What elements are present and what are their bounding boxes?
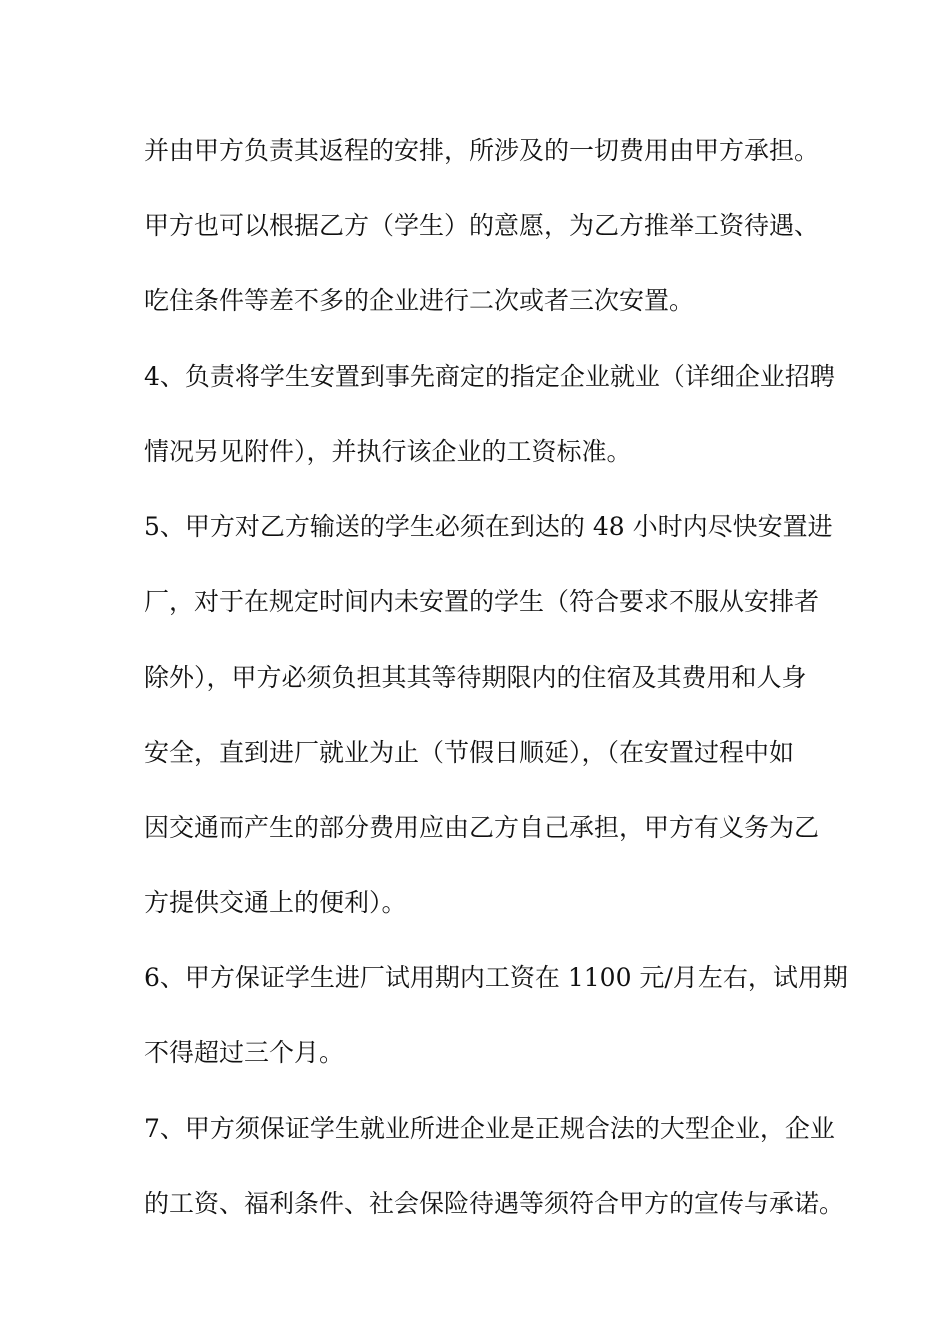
text-line: 7、甲方须保证学生就业所进企业是正规合法的大型企业，企业	[144, 1114, 835, 1143]
text-line: 的工资、福利条件、社会保险待遇等须符合甲方的宣传与承诺。	[144, 1189, 845, 1218]
text-line: 安全，直到进厂就业为止（节假日顺延），（在安置过程中如	[144, 738, 795, 767]
text-line: 5、甲方对乙方输送的学生必须在到达的 48 小时内尽快安置进	[144, 512, 833, 541]
text-line: 方提供交通上的便利）。	[144, 888, 407, 917]
text-line: 不得超过三个月。	[144, 1038, 345, 1067]
text-line: 情况另见附件），并执行该企业的工资标准。	[144, 437, 632, 466]
text-line: 4、负责将学生安置到事先商定的指定企业就业（详细企业招聘	[144, 362, 835, 391]
text-line: 厂，对于在规定时间内未安置的学生（符合要求不服从安排者	[144, 587, 820, 616]
text-line: 并由甲方负责其返程的安排，所涉及的一切费用由甲方承担。	[144, 136, 820, 165]
text-line: 因交通而产生的部分费用应由乙方自己承担，甲方有义务为乙	[144, 813, 820, 842]
text-line: 除外），甲方必须负担其其等待期限内的住宿及其费用和人身	[144, 663, 807, 692]
text-line: 甲方也可以根据乙方（学生）的意愿，为乙方推举工资待遇、	[144, 211, 820, 240]
text-line: 吃住条件等差不多的企业进行二次或者三次安置。	[144, 286, 695, 315]
text-line: 6、甲方保证学生进厂试用期内工资在 1100 元/月左右，试用期	[144, 963, 848, 992]
